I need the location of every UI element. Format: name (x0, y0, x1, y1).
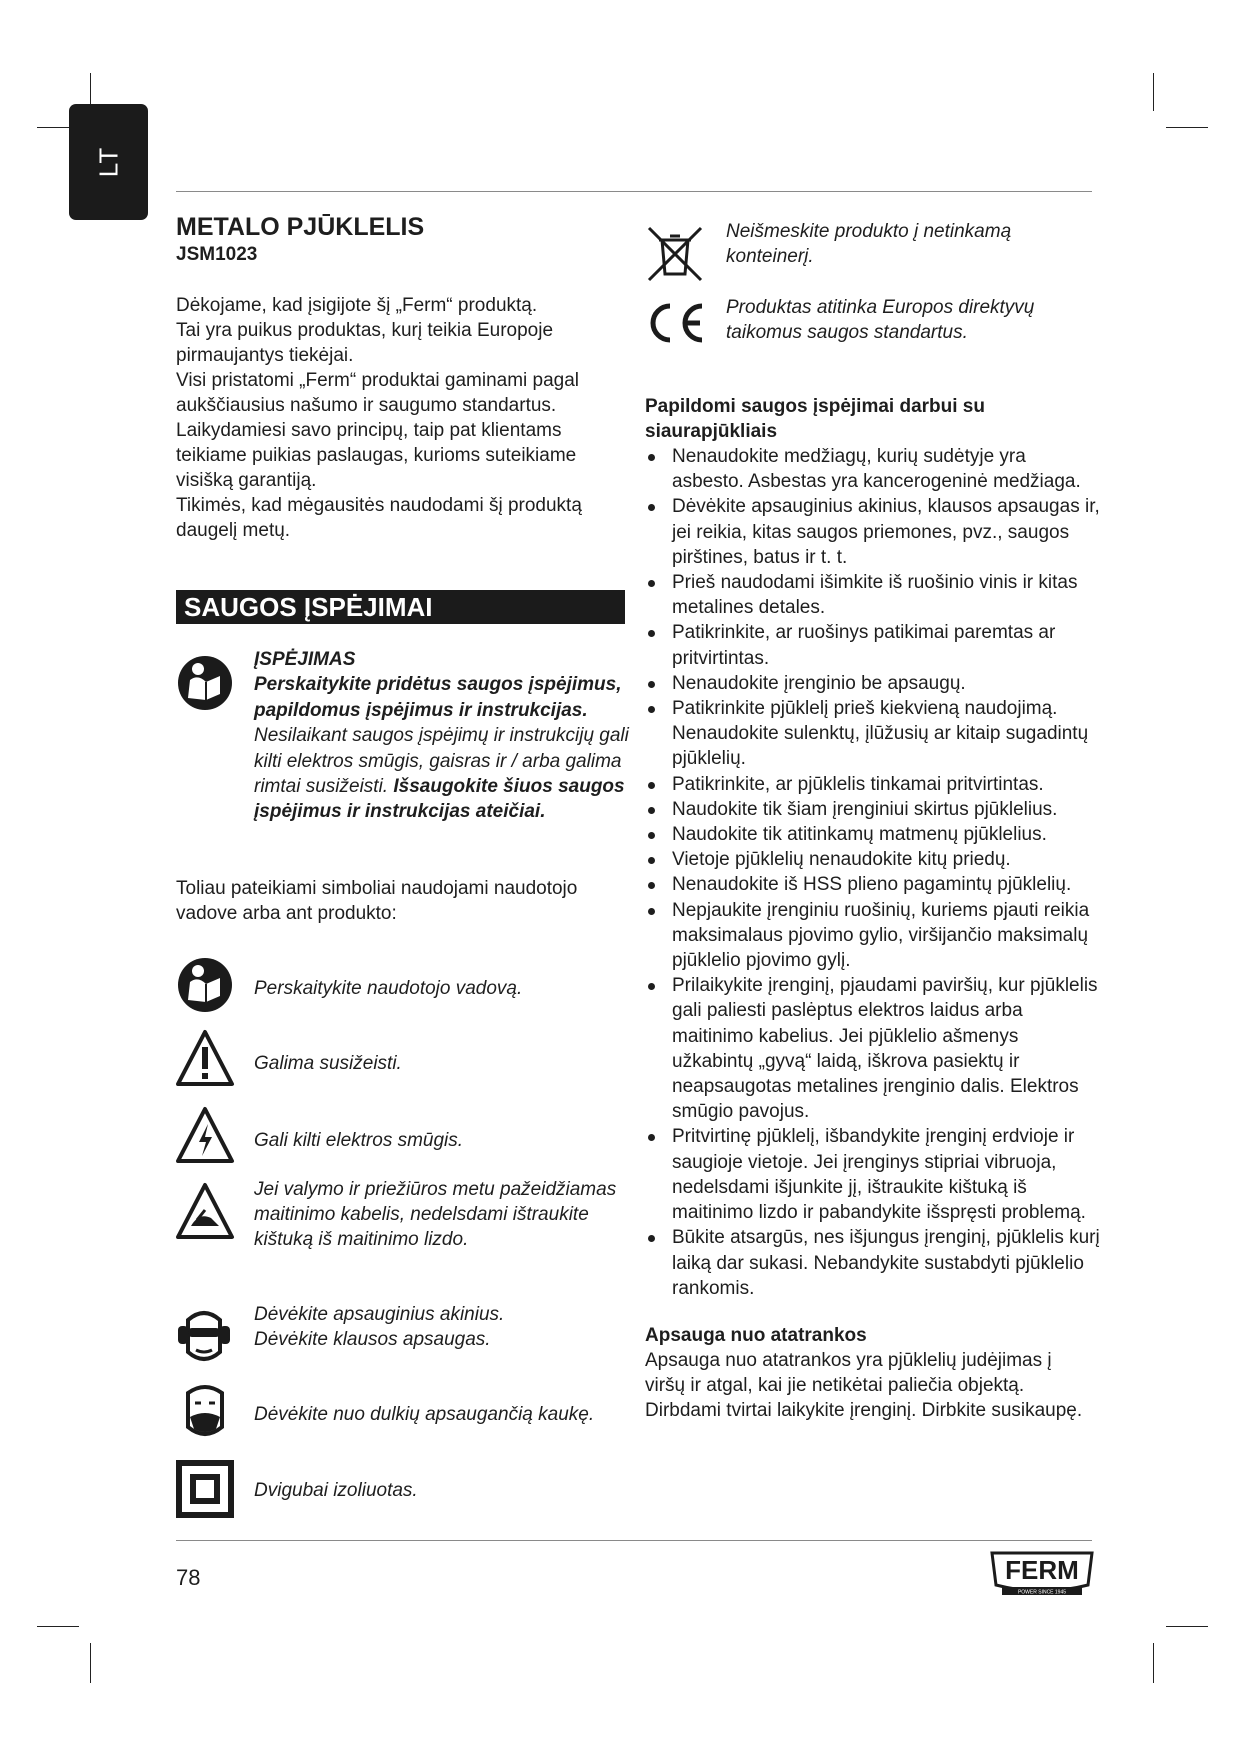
language-label: LT (93, 146, 123, 178)
crop-mark (37, 1626, 79, 1627)
list-item: Patikrinkite pjūklelį prieš kiekvieną naudojimą. Nenaudokite sulenktų, įlūžusių ar kitaip sugadintų pjūklelių. (645, 696, 1100, 772)
symbol-text-line: Dėvėkite apsauginius akinius. (254, 1304, 505, 1325)
safety-heading: SAUGOS ĮSPĖJIMAI (176, 590, 625, 624)
language-tab (69, 104, 148, 220)
crop-mark (1166, 1626, 1208, 1627)
intro-line: daugelį metų. (176, 520, 291, 541)
goggles-earmuffs-icon (174, 1306, 234, 1366)
intro-line: Dėkojame, kad įsigijote šį „Ferm“ produktą. (176, 295, 538, 316)
crop-mark (1166, 127, 1208, 128)
list-item: Pritvirtinę pjūklelį, išbandykite įrenginį erdvioje ir saugioje vietoje. Jei įrenginys stipriai vibruoja, nedelsdami išjunkite jį, ištraukite kištuką iš maitinimo lizdo ir pabandykite išspręsti problemą. (645, 1124, 1100, 1225)
list-item: Naudokite tik šiam įrenginiui skirtus pjūklelius. (645, 797, 1100, 822)
list-item: Nenaudokite įrenginio be apsaugų. (645, 671, 1100, 696)
ce-mark-icon (644, 300, 708, 346)
kickback-heading: Apsauga nuo atatrankos (645, 1324, 867, 1346)
read-manual-icon (176, 654, 234, 712)
crop-mark (1153, 73, 1154, 111)
warning-bold-2: Išsaugokite šiuos saugos įspėjimus ir instrukcijas ateičiai. (254, 776, 625, 823)
additional-list (645, 444, 1100, 1301)
svg-text:FERM: FERM (1005, 1555, 1079, 1585)
intro-line: Visi pristatomi „Ferm“ produktai gaminami pagal (176, 370, 580, 391)
list-item: Dėvėkite apsauginius akinius, klausos apsaugas ir, jei reikia, kitas saugos priemones, pvz., saugos pirštines, batus ir t. t. (645, 494, 1100, 570)
warning-text: Nesilaikant saugos įspėjimų ir instrukcijų gali kilti elektros smūgis, gaisras ir / arba galima rimtai susižeisti. (254, 725, 629, 798)
weee-bin-icon (645, 224, 705, 284)
list-item: Nenaudokite iš HSS plieno pagamintų pjūklelių. (645, 872, 1100, 897)
intro-text (176, 293, 631, 543)
right-column (645, 394, 1100, 1423)
header-rule (176, 191, 1092, 192)
model-number: JSM1023 (176, 244, 258, 265)
page-title: METALO PJŪKLELIS (176, 213, 425, 241)
additional-heading: Papildomi saugos įspėjimai darbui su siaurapjūkliais (645, 396, 985, 442)
read-manual-icon (176, 956, 234, 1014)
symbol-text: Dėvėkite nuo dulkių apsaugančią kaukę. (254, 1404, 595, 1425)
warning-bold-1: Perskaitykite pridėtus saugos įspėjimus, papildomus įspėjimus ir instrukcijas. (254, 674, 622, 721)
intro-line: visišką garantiją. (176, 470, 317, 491)
symbol-text: Galima susižeisti. (254, 1053, 402, 1074)
list-item: Būkite atsargūs, nes išjungus įrenginį, pjūklelis kurį laiką dar sukasi. Nebandykite sustabdyti pjūklelio rankomis. (645, 1225, 1100, 1301)
page-number: 78 (176, 1565, 201, 1590)
symbol-text: Neišmeskite produkto į netinkamą konteinerį. (726, 221, 1012, 267)
list-item: Naudokite tik atitinkamų matmenų pjūklelius. (645, 822, 1100, 847)
list-item: Nepjaukite įrenginiu ruošinių, kuriems pjauti reikia maksimalaus pjovimo gylio, viršijančio maksimalų pjūklelio pjovimo gylį. (645, 898, 1100, 974)
kickback-text: Apsauga nuo atatrankos yra pjūklelių judėjimas į viršų ir atgal, kai jie netikėtai paliečia objektą. Dirbdami tvirtai laikykite įrenginį. Dirbkite susikaupę. (645, 1349, 1083, 1421)
warning-title: ĮSPĖJIMAS (254, 649, 356, 670)
warning-triangle-icon (175, 1029, 235, 1087)
intro-line: teikiame puikias paslaugas, kurioms suteikiame (176, 445, 577, 466)
symbol-text: Gali kilti elektros smūgis. (254, 1130, 464, 1151)
list-item: Patikrinkite, ar pjūklelis tinkamai pritvirtintas. (645, 772, 1100, 797)
double-insulation-icon (176, 1460, 234, 1518)
warning-body (254, 672, 634, 824)
symbol-text: Jei valymo ir priežiūros metu pažeidžiamas maitinimo kabelis, nedelsdami ištraukite kištuką iš maitinimo lizdo. (254, 1179, 617, 1250)
unplug-icon (175, 1182, 235, 1240)
crop-mark (90, 1643, 91, 1683)
crop-mark (1153, 1643, 1154, 1683)
left-column (176, 213, 631, 543)
ferm-logo (988, 1551, 1096, 1597)
intro-line: Laikydamiesi savo principų, taip pat klientams (176, 420, 562, 441)
footer-rule (176, 1540, 1092, 1541)
list-item: Nenaudokite medžiagų, kurių sudėtyje yra asbesto. Asbestas yra kancerogeninė medžiaga. (645, 444, 1100, 494)
dust-mask-icon (176, 1381, 234, 1441)
list-item: Prieš naudodami išimkite iš ruošinio vinis ir kitas metalines detales. (645, 570, 1100, 620)
warning-block (254, 647, 634, 825)
intro-line: Tikimės, kad mėgausitės naudodami šį produktą (176, 495, 582, 516)
electric-shock-icon (175, 1106, 235, 1164)
svg-text:POWER SINCE 1945: POWER SINCE 1945 (1017, 1589, 1067, 1596)
intro-line: aukščiausius našumo ir saugumo standartus. (176, 395, 557, 416)
symbol-text: Produktas atitinka Europos direktyvų taikomus saugos standartus. (726, 297, 1035, 343)
list-item: Vietoje pjūklelių nenaudokite kitų priedų. (645, 847, 1100, 872)
symbols-intro: Toliau pateikiami simboliai naudojami naudotojo vadove arba ant produkto: (176, 878, 578, 924)
symbol-text (254, 1302, 634, 1352)
list-item: Prilaikykite įrenginį, pjaudami paviršių, kur pjūklelis gali paliesti paslėptus elektros laidus arba maitinimo kabelius. Jei pjūklelio ašmenys užkabintų „gyvą“ laidą, iškrova pasiektų ir neapsaugotas metalines įrenginio dalis. Elektros smūgio pavojus. (645, 973, 1100, 1124)
symbol-text: Perskaitykite naudotojo vadovą. (254, 978, 523, 999)
symbol-text: Dvigubai izoliuotas. (254, 1480, 418, 1501)
intro-line: Tai yra puikus produktas, kurį teikia Europoje (176, 320, 554, 341)
intro-line: pirmaujantys tiekėjai. (176, 345, 354, 366)
list-item: Patikrinkite, ar ruošinys patikimai paremtas ar pritvirtintas. (645, 620, 1100, 670)
symbol-text-line: Dėvėkite klausos apsaugas. (254, 1329, 491, 1350)
